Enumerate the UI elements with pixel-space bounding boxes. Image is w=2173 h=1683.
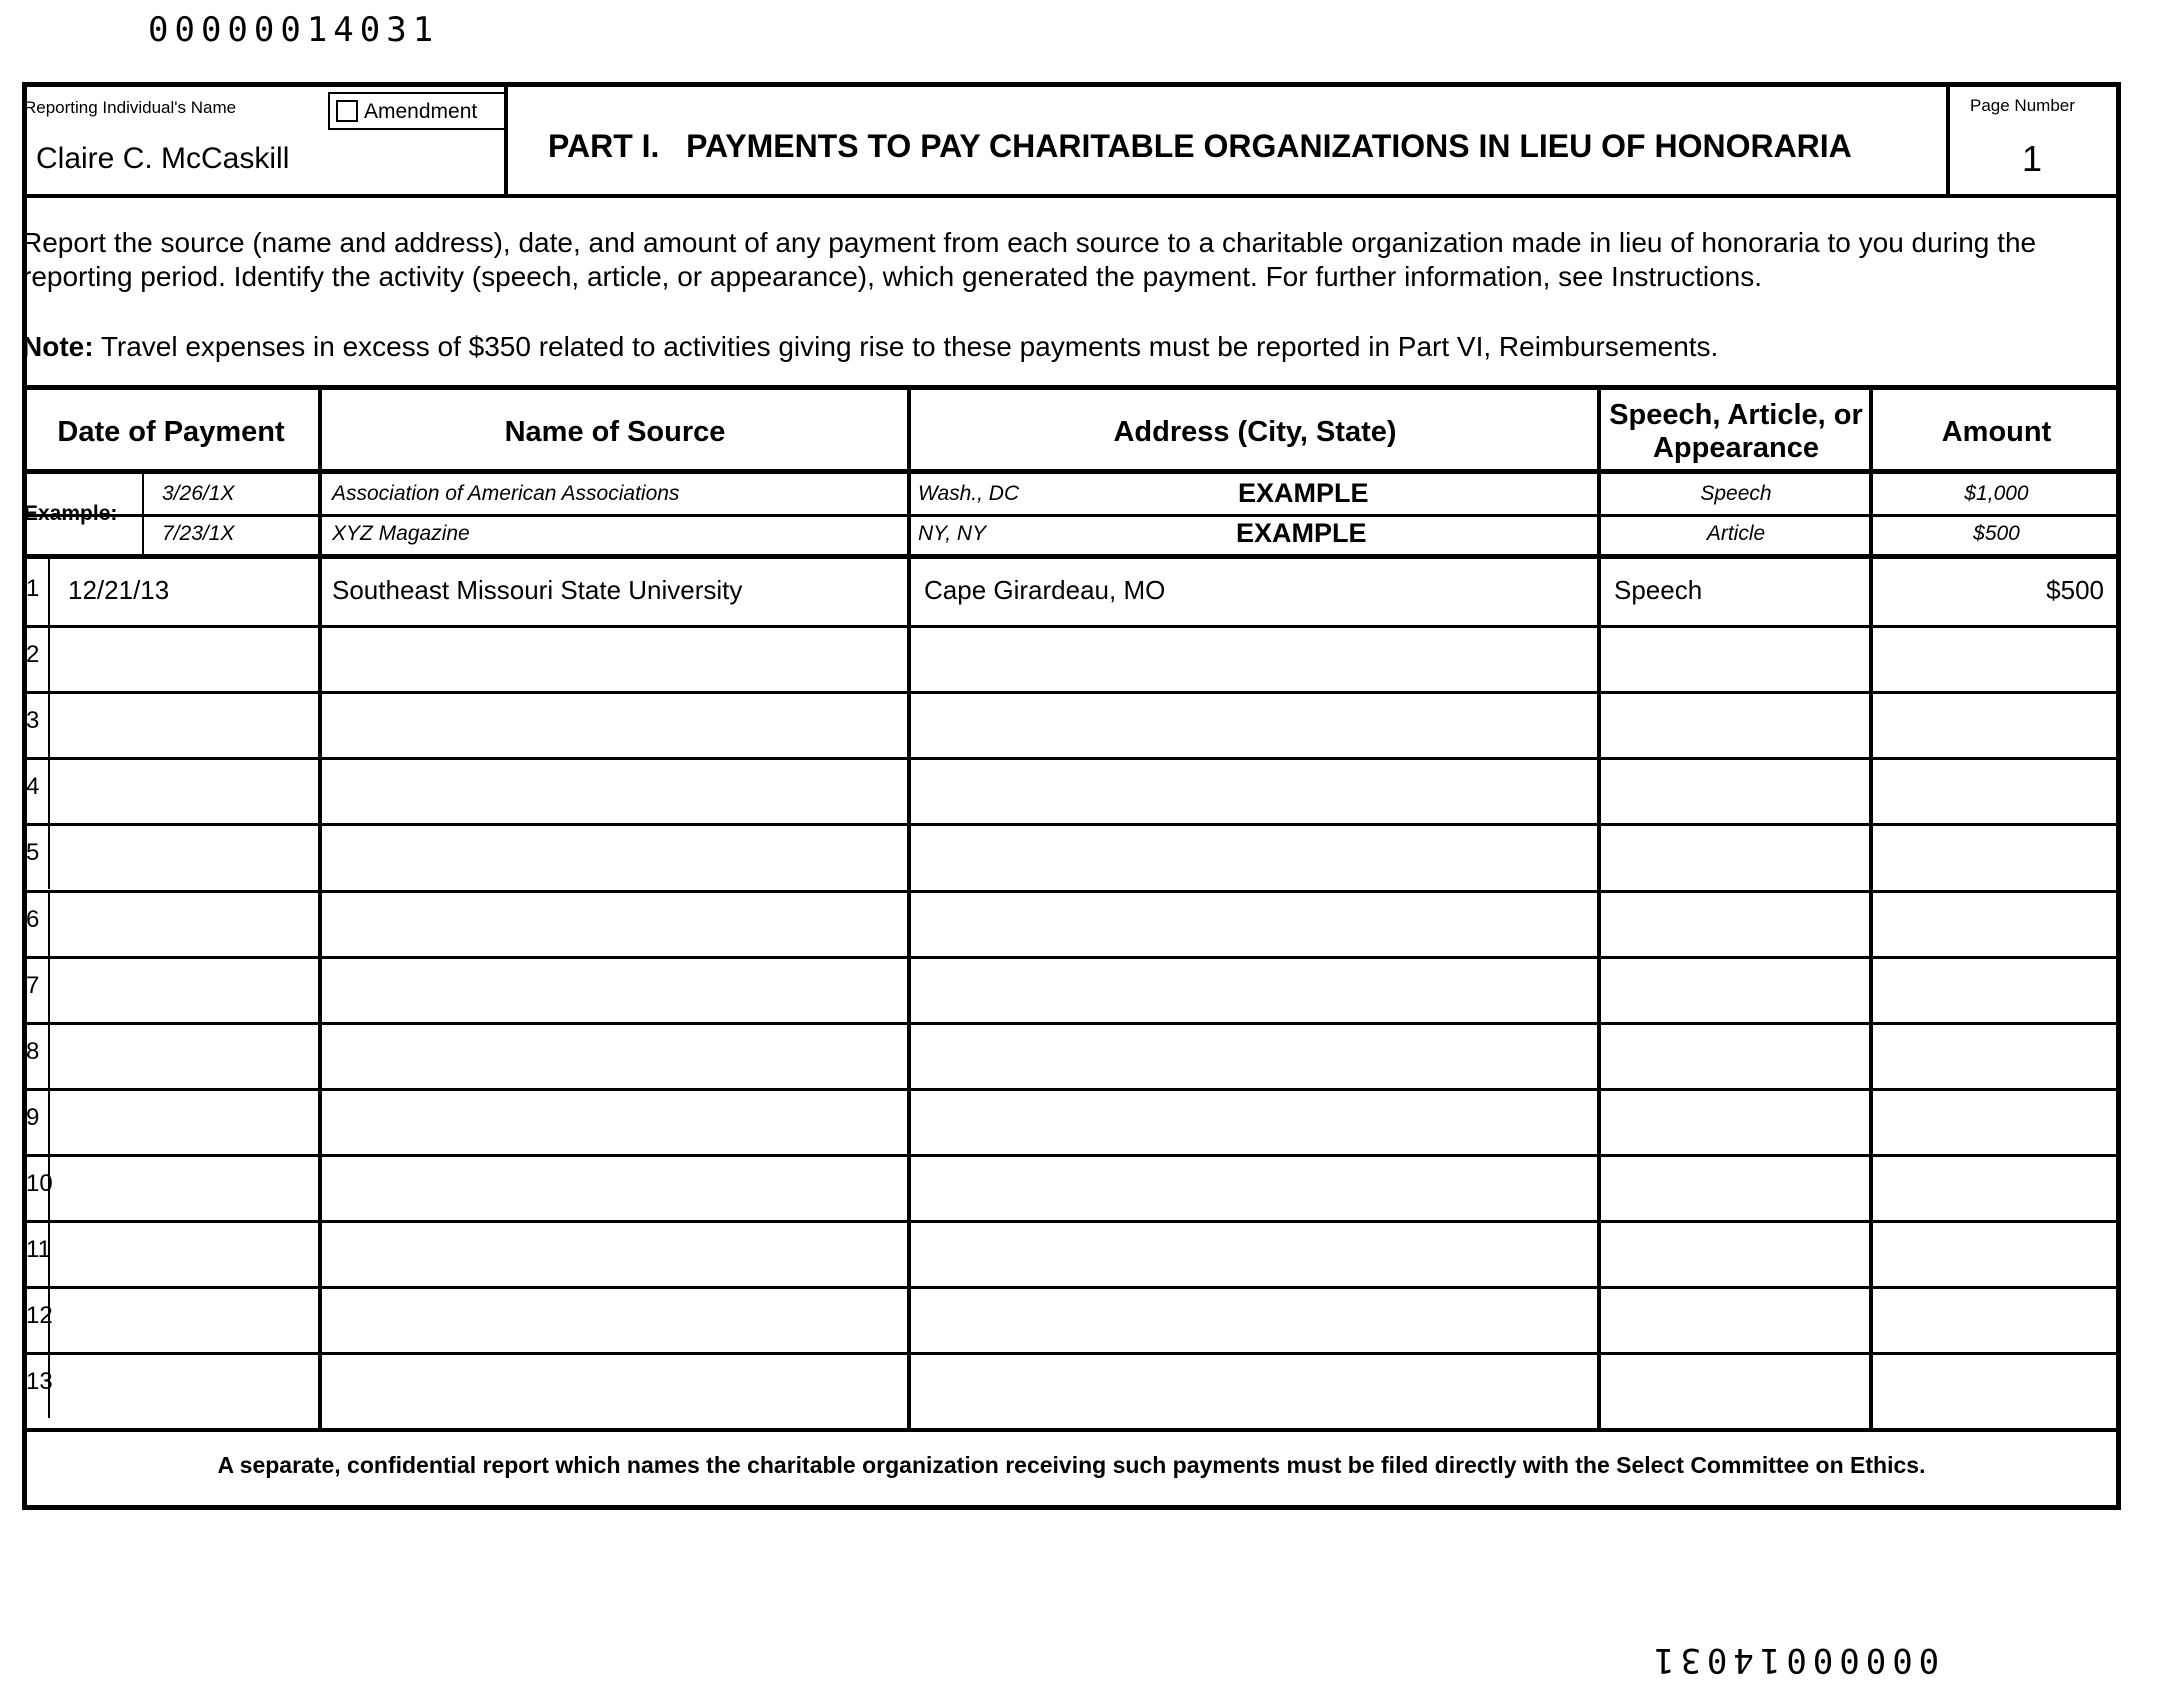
example-marker: EXAMPLE xyxy=(1238,478,1369,508)
amendment-checkbox[interactable] xyxy=(328,92,506,130)
row-number-divider xyxy=(48,1088,50,1154)
column-header-date: Date of Payment xyxy=(57,415,285,448)
row-type: Speech xyxy=(1614,575,1703,605)
row-number: 13 xyxy=(26,1368,53,1396)
row-number: 2 xyxy=(26,641,40,669)
row-number: 11 xyxy=(26,1236,51,1263)
page-number-value: 1 xyxy=(2022,138,2043,179)
footer-text: A separate, confidential report which names the charitable organization receiving such payments must be filed directly with the Select Committee on Ethics. xyxy=(217,1452,1926,1478)
row-number-divider xyxy=(48,823,50,889)
row-divider xyxy=(22,1022,2121,1025)
example-date: 3/26/1X xyxy=(162,482,235,505)
document-id-bottom: 00000014031 xyxy=(1648,1640,1940,1680)
row-divider xyxy=(22,823,2121,826)
column-header-source: Name of Source xyxy=(504,415,726,448)
row-number: 6 xyxy=(26,905,40,933)
example-address: Wash., DC xyxy=(918,482,1020,505)
row-divider xyxy=(22,1154,2121,1157)
example-type: Speech xyxy=(1700,482,1772,505)
row-number: 10 xyxy=(26,1169,53,1197)
example-source: Association of American Associations xyxy=(332,482,680,505)
checkbox-icon[interactable] xyxy=(336,100,358,122)
page-title: PART I. PAYMENTS TO PAY CHARITABLE ORGANIZATIONS IN LIEU OF HONORARIA xyxy=(548,128,1852,164)
row-number-divider xyxy=(48,1022,50,1088)
column-header-type: Speech, Article, or Appearance xyxy=(1609,399,1863,464)
note-body: Travel expenses in excess of $350 related to activities giving rise to these payments must be reported in Part VI, Reimbursements. xyxy=(93,331,1719,362)
column-divider xyxy=(907,390,911,1428)
row-number: 4 xyxy=(26,773,40,801)
example-source: XYZ Magazine xyxy=(332,522,470,545)
row-divider xyxy=(22,1352,2121,1355)
example-amount: $500 xyxy=(1973,522,2020,545)
page-number-label: Page Number xyxy=(1970,96,2075,115)
row-divider xyxy=(22,956,2121,959)
row-number-divider xyxy=(48,956,50,1022)
row-divider xyxy=(22,625,2121,628)
row-divider xyxy=(22,890,2121,893)
example-section-divider xyxy=(22,554,2121,559)
row-number-divider xyxy=(48,757,50,823)
row-number-divider xyxy=(48,691,50,757)
row-divider xyxy=(22,1220,2121,1223)
row-number-divider xyxy=(48,625,50,691)
note-text xyxy=(22,330,2102,364)
row-number: 8 xyxy=(26,1037,40,1065)
row-divider xyxy=(22,757,2121,760)
row-address: Cape Girardeau, MO xyxy=(924,575,1166,605)
example-amount: $1,000 xyxy=(1964,482,2029,505)
row-number-divider xyxy=(48,890,50,956)
row-number: 12 xyxy=(26,1302,53,1330)
row-number: 5 xyxy=(26,839,40,867)
row-number: 3 xyxy=(26,707,40,735)
row-amount: $500 xyxy=(2046,575,2104,605)
example-row-divider xyxy=(22,514,2121,517)
example-label-divider xyxy=(142,474,144,558)
row-source: Southeast Missouri State University xyxy=(332,575,743,605)
row-number: 7 xyxy=(26,971,40,999)
row-divider xyxy=(22,691,2121,694)
row-number: 1 xyxy=(26,575,40,602)
row-divider xyxy=(22,1286,2121,1289)
column-header-address: Address (City, State) xyxy=(1113,415,1397,448)
column-header-amount: Amount xyxy=(1941,415,2052,448)
example-label: Example: xyxy=(24,502,118,525)
row-date: 12/21/13 xyxy=(68,575,170,605)
column-divider xyxy=(318,390,322,1428)
instructions-text: Report the source (name and address), date, and amount of any payment from each source to a charitable organization made in lieu of honoraria to you during the reporting period. Identify the activity (speech, article, or appearance), which generated the payment. For further information, see Instructions. xyxy=(22,227,2037,292)
name-value: Claire C. McCaskill xyxy=(36,142,290,175)
name-label: Reporting Individual's Name xyxy=(24,98,237,117)
row-divider xyxy=(22,1088,2121,1091)
note-label: Note: xyxy=(22,331,94,362)
example-address: NY, NY xyxy=(918,522,987,545)
document-id-top: 00000014031 xyxy=(148,10,440,50)
example-date: 7/23/1X xyxy=(162,522,235,545)
row-number: 9 xyxy=(26,1103,40,1131)
example-type: Article xyxy=(1706,522,1766,545)
example-marker: EXAMPLE xyxy=(1236,518,1367,548)
amendment-label: Amendment xyxy=(364,100,478,123)
